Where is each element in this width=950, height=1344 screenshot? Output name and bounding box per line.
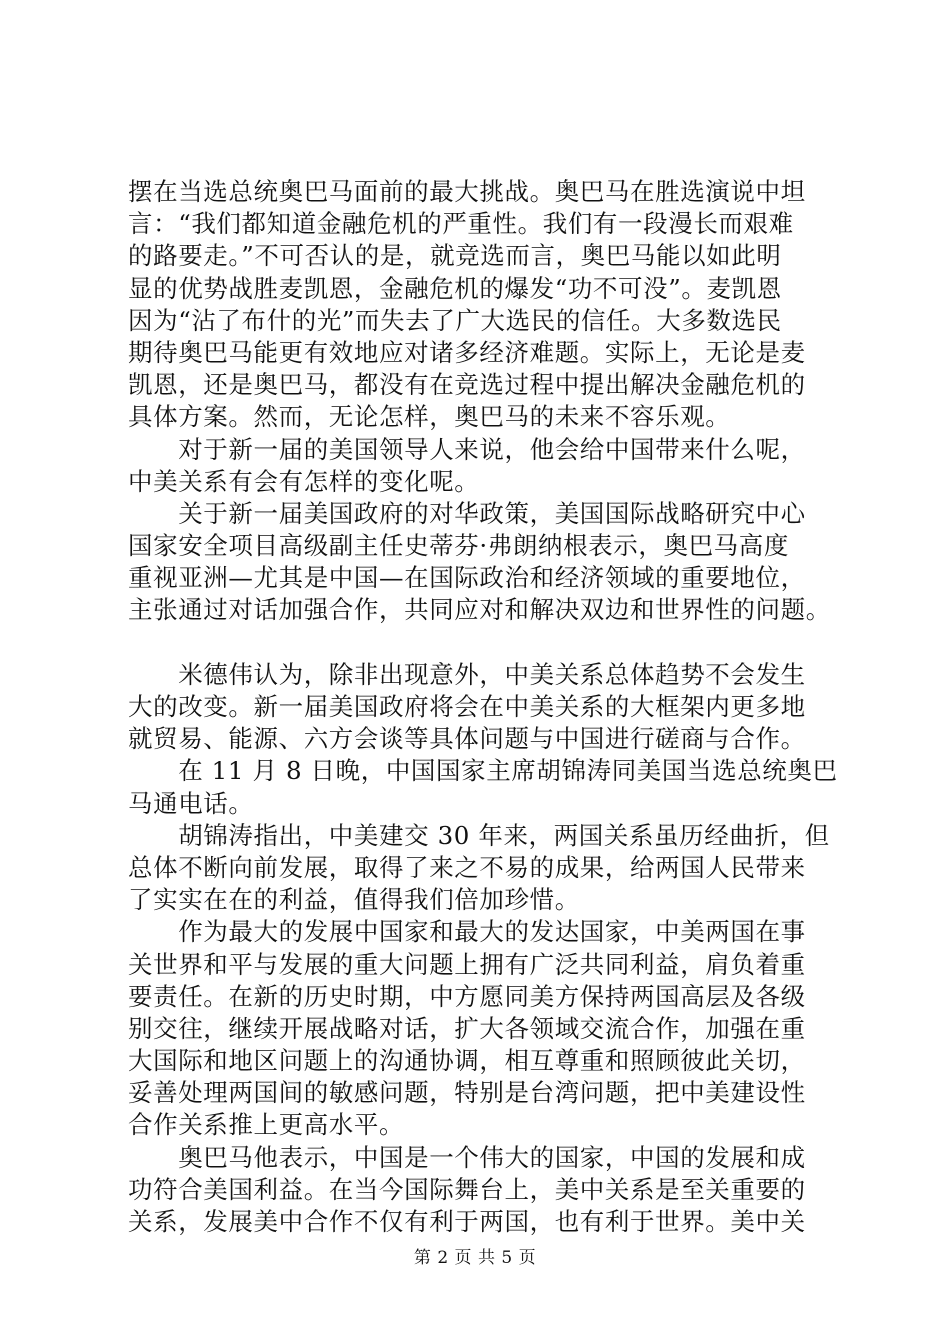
- text-line: 显的优势战胜麦凯恩，金融危机的爆发“功不可没”。麦凯恩: [128, 273, 782, 303]
- text-line: 摆在当选总统奥巴马面前的最大挑战。奥巴马在胜选演说中坦: [128, 177, 806, 206]
- text-line: 胡锦涛指出，中美建交 30 年来，两国关系虽历经曲折，但: [128, 820, 830, 850]
- text-line: 就贸易、能源、六方会谈等具体问题与中国进行磋商与合作。: [128, 724, 806, 754]
- body-text: [128, 176, 838, 1238]
- text-line: 合作关系推上更高水平。: [128, 1110, 405, 1140]
- text-line: 妥善处理两国间的敏感问题，特别是台湾问题，把中美建设性: [128, 1078, 806, 1108]
- text-line: 别交往，继续开展战略对话，扩大各领域交流合作，加强在重: [128, 1013, 806, 1043]
- blank-line: [128, 627, 834, 659]
- text-line: 言：“我们都知道金融危机的严重性。我们有一段漫长而艰难: [128, 209, 794, 239]
- text-line: 凯恩，还是奥巴马，都没有在竞选过程中提出解决金融危机的: [128, 370, 806, 400]
- text-line: 重视亚洲—尤其是中国—在国际政治和经济领域的重要地位，: [128, 563, 806, 593]
- text-line: 中美关系有会有怎样的变化呢。: [128, 466, 480, 496]
- text-line: 期待奥巴马能更有效地应对诸多经济难题。实际上，无论是麦: [128, 337, 806, 367]
- page-number: 第 2 页 共 5 页: [413, 1248, 537, 1268]
- text-line: 关世界和平与发展的重大问题上拥有广泛共同利益，肩负着重: [128, 949, 806, 979]
- text-line: 要责任。在新的历史时期，中方愿同美方保持两国高层及各级: [128, 981, 806, 1011]
- text-line: 奥巴马他表示，中国是一个伟大的国家，中国的发展和成: [128, 1142, 806, 1172]
- text-line: 国家安全项目高级副主任史蒂芬·弗朗纳根表示，奥巴马高度: [128, 531, 789, 561]
- text-line: 米德伟认为，除非出现意外，中美关系总体趋势不会发生: [128, 659, 806, 689]
- text-line: 关系，发展美中合作不仅有利于两国，也有利于世界。美中关: [128, 1207, 806, 1236]
- text-line: 大的改变。新一届美国政府将会在中美关系的大框架内更多地: [128, 692, 806, 721]
- text-line: 对于新一届的美国领导人来说，他会给中国带来什么呢，: [128, 434, 806, 464]
- text-line: 因为“沾了布什的光”而失去了广大选民的信任。大多数选民: [128, 305, 782, 335]
- text-line: 总体不断向前发展，取得了来之不易的成果，给两国人民带来: [128, 852, 806, 882]
- text-line: 马通电话。: [128, 788, 254, 818]
- text-line: 的路要走。”不可否认的是，就竞选而言，奥巴马能以如此明: [128, 241, 782, 271]
- text-line: 功符合美国利益。在当今国际舞台上，美中关系是至关重要的: [128, 1174, 806, 1204]
- text-line: 作为最大的发展中国家和最大的发达国家，中美两国在事: [128, 917, 806, 947]
- text-line: 在 11 月 8 日晚，中国国家主席胡锦涛同美国当选总统奥巴: [128, 756, 838, 786]
- text-line: 具体方案。然而，无论怎样，奥巴马的未来不容乐观。: [128, 402, 731, 432]
- text-line: 大国际和地区问题上的沟通协调，相互尊重和照顾彼此关切，: [128, 1046, 806, 1076]
- text-line: 了实实在在的利益，值得我们倍加珍惜。: [128, 885, 580, 915]
- text-line: 关于新一届美国政府的对华政策，美国国际战略研究中心: [128, 498, 806, 528]
- text-line: 主张通过对话加强合作，共同应对和解决双边和世界性的问题。: [128, 595, 831, 625]
